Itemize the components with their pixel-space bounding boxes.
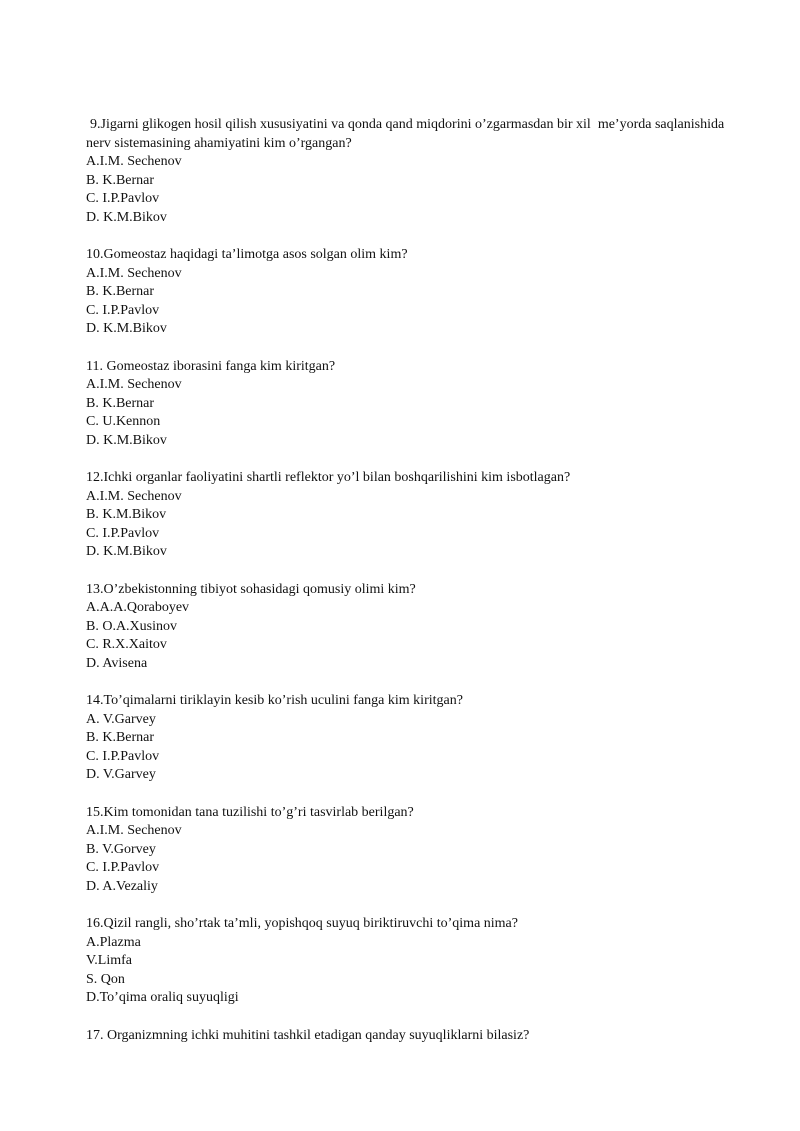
question-text: 14.To’qimalarni tiriklayin kesib ko’rish uculini fanga kim kiritgan? bbox=[86, 693, 463, 708]
question-text: 9.Jigarni glikogen hosil qilish xususiyatini va qonda qand miqdorini o’zgarmasdan bir xil me’yorda saqlanishida nerv sistemasining ahamiyatini kim o’rgangan? bbox=[86, 117, 728, 151]
option-d: D. K.M.Bikov bbox=[86, 209, 167, 225]
question-15 bbox=[86, 804, 726, 897]
option-d: D.To’qima oraliq suyuqligi bbox=[86, 990, 239, 1005]
option-a: A.I.M. Sechenov bbox=[86, 823, 182, 838]
option-b: B. K.Bernar bbox=[86, 284, 155, 299]
question-10 bbox=[86, 246, 726, 339]
option-c: C. R.X.Xaitov bbox=[86, 637, 167, 652]
option-d: D. A.Vezaliy bbox=[86, 878, 158, 894]
option-c: C. I.P.Pavlov bbox=[86, 748, 160, 764]
question-16 bbox=[86, 915, 726, 1008]
option-a: A.I.M. Sechenov bbox=[86, 488, 182, 504]
option-b: B. V.Gorvey bbox=[86, 841, 156, 857]
option-a: A.A.A.Qoraboyev bbox=[86, 600, 190, 615]
question-17 bbox=[86, 1027, 726, 1046]
question-text: 15.Kim tomonidan tana tuzilishi to’g’ri tasvirlab berilgan? bbox=[86, 804, 414, 820]
option-d: D. V.Garvey bbox=[86, 767, 156, 782]
option-c: C. I.P.Pavlov bbox=[86, 302, 160, 318]
question-list bbox=[86, 116, 726, 1064]
question-text: 16.Qizil rangli, sho’rtak ta’mli, yopishqoq suyuq biriktiruvchi to’qima nima? bbox=[86, 916, 518, 931]
option-b: B. K.Bernar bbox=[86, 172, 155, 188]
question-14 bbox=[86, 692, 726, 785]
option-d: D. K.M.Bikov bbox=[86, 432, 167, 448]
option-b: B. K.Bernar bbox=[86, 395, 155, 411]
option-c: C. I.P.Pavlov bbox=[86, 860, 160, 875]
option-c: S. Qon bbox=[86, 971, 125, 987]
option-b: B. K.Bernar bbox=[86, 730, 155, 745]
option-a: A.I.M. Sechenov bbox=[86, 154, 182, 169]
option-b: B. O.A.Xusinov bbox=[86, 618, 178, 634]
option-a: A.Plazma bbox=[86, 934, 141, 950]
option-a: A.I.M. Sechenov bbox=[86, 265, 182, 281]
question-13 bbox=[86, 581, 726, 674]
question-11 bbox=[86, 358, 726, 451]
option-c: C. I.P.Pavlov bbox=[86, 525, 160, 541]
option-a: A.I.M. Sechenov bbox=[86, 377, 182, 392]
option-b: B. K.M.Bikov bbox=[86, 507, 167, 522]
option-c: C. I.P.Pavlov bbox=[86, 191, 160, 206]
option-a: A. V.Garvey bbox=[86, 711, 156, 727]
question-text: 12.Ichki organlar faoliyatini shartli reflektor yo’l bilan boshqarilishini kim isbotlagan? bbox=[86, 470, 571, 485]
question-text: 11. Gomeostaz iborasini fanga kim kiritgan? bbox=[86, 358, 336, 374]
option-d: D. Avisena bbox=[86, 655, 148, 671]
question-9 bbox=[86, 116, 726, 227]
option-c: C. U.Kennon bbox=[86, 414, 161, 429]
question-text: 13.O’zbekistonning tibiyot sohasidagi qomusiy olimi kim? bbox=[86, 581, 416, 597]
option-d: D. K.M.Bikov bbox=[86, 321, 167, 336]
option-b: V.Limfa bbox=[86, 953, 133, 968]
option-d: D. K.M.Bikov bbox=[86, 544, 167, 559]
question-12 bbox=[86, 469, 726, 562]
question-text: 10.Gomeostaz haqidagi ta’limotga asos solgan olim kim? bbox=[86, 247, 408, 262]
question-text: 17. Organizmning ichki muhitini tashkil etadigan qanday suyuqliklarni bilasiz? bbox=[86, 1027, 530, 1043]
